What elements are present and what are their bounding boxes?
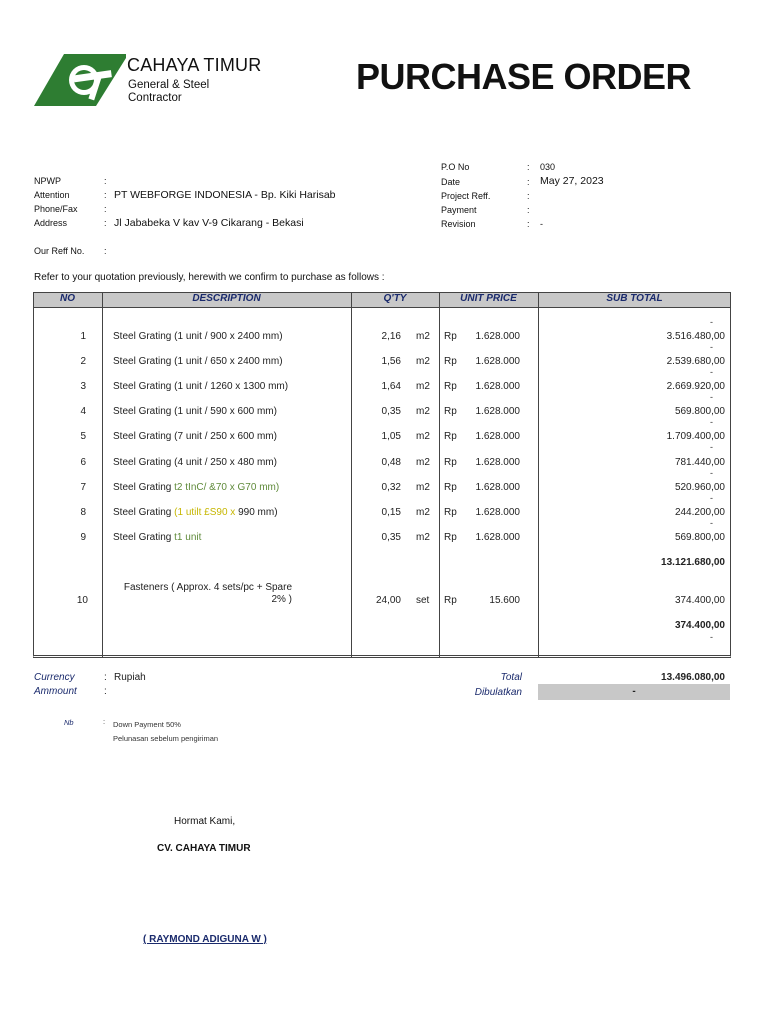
row-no: 7 (80, 482, 86, 493)
attention-label: Attention (34, 190, 70, 200)
our-reff-colon: : (104, 246, 107, 256)
row-subtotal: 2.539.680,00 (666, 356, 725, 367)
closing-greeting: Hormat Kami, (174, 816, 236, 827)
row-dash: - (710, 442, 713, 452)
row-qty: 0,35 (381, 406, 401, 417)
company-tagline-line2: Contractor (128, 92, 182, 104)
row-unit: m2 (416, 431, 430, 442)
signature-company: CV. CAHAYA TIMUR (157, 843, 251, 854)
row-description: Steel Grating (7 unit / 250 x 600 mm) (113, 431, 277, 442)
row-currency: Rp (444, 532, 457, 543)
row-no: 9 (80, 532, 86, 543)
row-description-part: Steel Grating (113, 482, 175, 493)
our-reff-label: Our Reff No. (34, 246, 85, 256)
row-subtotal: 3.516.480,00 (666, 331, 725, 342)
row-qty: 1,05 (381, 431, 401, 442)
row-qty: 1,64 (381, 381, 401, 392)
row-description (113, 507, 278, 518)
row-dash: - (710, 392, 713, 402)
col-header-sub-total: SUB TOTAL (606, 293, 663, 304)
row-currency: Rp (444, 331, 457, 342)
npwp-label: NPWP (34, 176, 61, 186)
row-description: Steel Grating (4 unit / 250 x 480 mm) (113, 457, 277, 468)
revision-colon: : (527, 219, 530, 229)
row-dash: - (710, 417, 713, 427)
row-unit-price: 1.628.000 (475, 507, 520, 518)
row-description: Steel Grating (1 unit / 1260 x 1300 mm) (113, 381, 289, 392)
row-description-part: t2 tInC/ &70 x G70 mm) (174, 482, 280, 493)
row-no: 5 (80, 431, 86, 442)
address-label: Address (34, 218, 68, 228)
row-subtotal: 569.800,00 (674, 532, 725, 543)
row-description-part: Steel Grating (113, 532, 175, 543)
po-no-colon: : (527, 162, 530, 172)
row-unit-price: 1.628.000 (475, 431, 520, 442)
total-label: Total (500, 672, 522, 683)
rounded-label: Dibulatkan (474, 687, 522, 698)
row-no: 8 (80, 507, 86, 518)
row-no: 1 (80, 331, 86, 342)
total-value: 13.496.080,00 (661, 672, 725, 683)
row-currency: Rp (444, 457, 457, 468)
company-logo-icon (34, 54, 126, 111)
phone-fax-label: Phone/Fax (34, 204, 78, 214)
col-header-unit-price: UNIT PRICE (460, 293, 517, 304)
row-currency: Rp (444, 381, 457, 392)
row-description-line: 2% ) (271, 594, 292, 605)
row-dash: - (710, 468, 713, 478)
amount-colon: : (104, 686, 107, 697)
col-header-qty: Q'TY (383, 293, 407, 304)
revision-label: Revision (441, 219, 476, 229)
row-subtotal: 569.800,00 (674, 406, 725, 417)
row-qty: 0,48 (381, 457, 401, 468)
row-description-part: Steel Grating (113, 507, 175, 518)
payment-label: Payment (441, 205, 477, 215)
row-unit: m2 (416, 457, 430, 468)
row-subtotal: 2.669.920,00 (666, 381, 725, 392)
row-unit-price: 1.628.000 (475, 482, 520, 493)
signatory-name: ( RAYMOND ADIGUNA W ) (143, 934, 267, 945)
po-no-label: P.O No (441, 162, 470, 172)
address-colon: : (104, 218, 107, 228)
project-reff-label: Project Reff. (441, 191, 491, 201)
row-description: Steel Grating (1 unit / 900 x 2400 mm) (113, 331, 283, 342)
project-reff-colon: : (527, 191, 530, 201)
company-tagline-line1: General & Steel (128, 79, 210, 91)
currency-colon: : (104, 672, 107, 683)
notes-label: Nb (64, 718, 74, 727)
document-title: PURCHASE ORDER (356, 56, 692, 97)
row-currency: Rp (444, 406, 457, 417)
row-unit-price: 1.628.000 (475, 457, 520, 468)
date-colon: : (527, 177, 530, 187)
row-description (110, 582, 292, 606)
table-divider (439, 292, 440, 658)
table-divider (102, 292, 103, 658)
row-unit-price: 15.600 (489, 595, 520, 606)
row-dash: - (710, 632, 713, 642)
row-no: 2 (80, 356, 86, 367)
row-unit: m2 (416, 356, 430, 367)
group-subtotal: 374.400,00 (674, 620, 725, 631)
company-name: CAHAYA TIMUR (127, 55, 262, 75)
table-divider (351, 292, 352, 658)
notes-line-2: Pelunasan sebelum pengiriman (113, 734, 219, 743)
row-unit: m2 (416, 507, 430, 518)
notes-colon: : (103, 717, 106, 726)
row-qty: 2,16 (381, 331, 401, 342)
row-dash: - (710, 367, 713, 377)
attention-colon: : (104, 190, 107, 200)
row-subtotal: 244.200,00 (674, 507, 725, 518)
row-description-part: 990 mm) (235, 507, 278, 518)
col-header-no: NO (60, 293, 75, 304)
row-description (113, 482, 279, 493)
row-subtotal: 520.960,00 (674, 482, 725, 493)
company-tagline (128, 79, 248, 105)
row-qty: 0,35 (381, 532, 401, 543)
row-qty: 1,56 (381, 356, 401, 367)
date-value: May 27, 2023 (540, 175, 604, 187)
notes-line-1: Down Payment 50% (113, 720, 181, 729)
address-value: Jl Jababeka V kav V-9 Cikarang - Bekasi (114, 217, 304, 229)
npwp-colon: : (104, 176, 107, 186)
row-unit-price: 1.628.000 (475, 356, 520, 367)
row-description-part: t1 unit (174, 532, 202, 543)
po-no-value: 030 (540, 162, 556, 172)
row-subtotal: 374.400,00 (674, 595, 725, 606)
currency-value: Rupiah (114, 672, 146, 683)
revision-value: - (540, 219, 543, 229)
row-unit: m2 (416, 532, 430, 543)
row-currency: Rp (444, 356, 457, 367)
row-currency: Rp (444, 431, 457, 442)
col-header-description: DESCRIPTION (192, 293, 261, 304)
row-no: 4 (80, 406, 86, 417)
row-qty: 24,00 (375, 595, 401, 606)
row-qty: 0,15 (381, 507, 401, 518)
row-dash: - (710, 518, 713, 528)
row-dash: - (710, 342, 713, 352)
amount-label: Ammount (34, 686, 77, 697)
row-currency: Rp (444, 482, 457, 493)
row-currency: Rp (444, 595, 457, 606)
row-description: Steel Grating (1 unit / 590 x 600 mm) (113, 406, 277, 417)
row-dash: - (710, 493, 713, 503)
row-currency: Rp (444, 507, 457, 518)
row-unit: m2 (416, 331, 430, 342)
row-unit-price: 1.628.000 (475, 406, 520, 417)
rounded-value: - (632, 686, 636, 697)
currency-label: Currency (34, 672, 75, 683)
row-subtotal: 781.440,00 (674, 457, 725, 468)
attention-value: PT WEBFORGE INDONESIA - Bp. Kiki Harisab (114, 189, 336, 201)
row-unit: m2 (416, 482, 430, 493)
row-description: Steel Grating (1 unit / 650 x 2400 mm) (113, 356, 283, 367)
phone-fax-colon: : (104, 204, 107, 214)
table-divider (538, 292, 539, 658)
payment-colon: : (527, 205, 530, 215)
intro-text: Refer to your quotation previously, herewith we confirm to purchase as follows : (34, 272, 385, 283)
row-no: 10 (76, 595, 88, 606)
row-no: 3 (80, 381, 86, 392)
row-description-line: Fasteners ( Approx. 4 sets/pc + Spare (123, 582, 292, 593)
row-description (113, 532, 201, 543)
row-description-part: (1 utilt £S90 x (174, 507, 236, 518)
row-unit: m2 (416, 406, 430, 417)
row-unit-price: 1.628.000 (475, 381, 520, 392)
row-unit: set (416, 595, 430, 606)
row-unit: m2 (416, 381, 430, 392)
row-dash: - (710, 317, 713, 327)
row-unit-price: 1.628.000 (475, 331, 520, 342)
row-qty: 0,32 (381, 482, 401, 493)
row-unit-price: 1.628.000 (475, 532, 520, 543)
date-label: Date (441, 177, 461, 187)
group-subtotal: 13.121.680,00 (661, 557, 725, 568)
row-subtotal: 1.709.400,00 (666, 431, 725, 442)
row-no: 6 (80, 457, 86, 468)
